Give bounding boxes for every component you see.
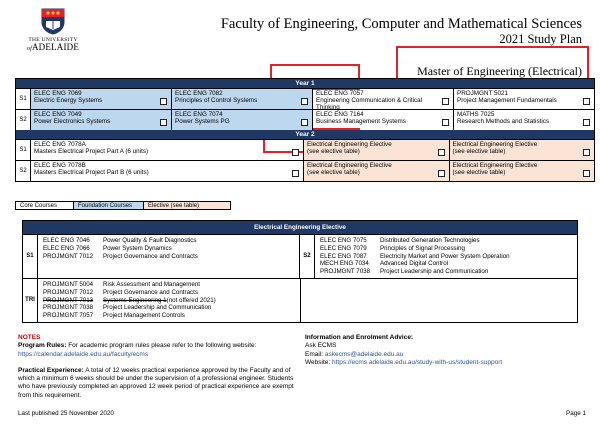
course-name: Research Methods and Statistics <box>457 118 550 126</box>
ask-ecms: Ask ECMS <box>305 342 337 350</box>
elective-item: PROJMGNT 7038 Project Leadership and Communication <box>319 268 489 276</box>
legend-elective: Elective (see table) <box>144 202 230 209</box>
elective-item: ELEC ENG 7046 Power Quality & Fault Diagnostics <box>42 237 197 244</box>
course-cell <box>454 89 594 109</box>
course-name: Power Electronics Systems <box>34 118 111 126</box>
elective-cell <box>304 161 450 181</box>
course-code: ELEC ENG 7078B <box>34 162 86 169</box>
course-checkbox[interactable] <box>583 98 590 105</box>
elective-table-title: Electrical Engineering Elective <box>23 221 577 234</box>
email-line: Email: askecms@adelaide.edu.au <box>305 350 404 358</box>
course-code: Electrical Engineering Elective <box>307 162 392 169</box>
course-cell <box>31 110 172 130</box>
program-title: Master of Engineering (Electrical) <box>417 64 582 78</box>
course-name: (see elective table) <box>452 169 506 177</box>
semester-label: TRI <box>23 279 38 322</box>
plan-row-y2-s1 <box>16 139 594 160</box>
elective-item: MECH ENG 7034 Advanced Digital Control <box>319 260 449 268</box>
elective-item: PROJMGNT 5004 Risk Assessment and Management <box>43 280 200 288</box>
study-plan-year: 2021 Study Plan <box>499 32 582 46</box>
program-rules: Program Rules: For academic program rules please refer to the following website: <box>18 342 257 350</box>
course-checkbox[interactable] <box>160 119 167 126</box>
elective-item: ELEC ENG 7087 Electricity Market and Power System Operation <box>319 252 510 260</box>
semester-label: S1 <box>16 140 31 160</box>
elective-item: ELEC ENG 7066 Power System Dynamics <box>42 244 172 252</box>
course-code: PROJMGNT 5021 <box>457 90 508 97</box>
notes-section <box>18 334 298 400</box>
logo-line-university: THE UNIVERSITY <box>28 37 78 43</box>
course-name: Masters Electrical Project Part A (6 units) <box>34 148 149 156</box>
elective-row-trimester <box>23 278 577 322</box>
course-checkbox[interactable] <box>301 98 308 105</box>
course-code: Electrical Engineering Elective <box>307 141 392 148</box>
logo-line-adelaide: ofADELAIDE <box>26 42 80 52</box>
course-cell <box>31 89 172 109</box>
course-code: Electrical Engineering Elective <box>452 162 538 169</box>
course-name: (see elective table) <box>452 148 506 156</box>
course-name: Masters Electrical Project Part B (6 units) <box>34 169 149 177</box>
course-code: MATHS 7025 <box>457 111 495 118</box>
course-checkbox[interactable] <box>583 170 590 177</box>
elective-item: PROJMGNT 7038 Project Leadership and Communication <box>43 304 212 312</box>
course-checkbox[interactable] <box>583 149 590 156</box>
semester-label: S1 <box>23 235 38 278</box>
legend-core: Core Courses <box>16 202 74 209</box>
course-code: ELEC ENG 7049 <box>34 111 82 118</box>
website-line: Website: https://ecms.adelaide.edu.au/study-with-us/student-support <box>305 358 503 366</box>
course-checkbox[interactable] <box>301 119 308 126</box>
course-checkbox[interactable] <box>292 170 299 177</box>
elective-cell <box>450 140 595 160</box>
course-name: Business Management Systems <box>316 118 406 126</box>
course-checkbox[interactable] <box>583 119 590 126</box>
elective-item: PROJMGNT 7012 Project Governance and Contracts <box>43 288 198 296</box>
semester-label: S2 <box>300 235 315 278</box>
course-cell <box>31 140 304 160</box>
page-number: Page 1 <box>566 410 586 417</box>
elective-item: ELEC ENG 7079 Principles of Signal Processing <box>319 244 465 252</box>
elective-cell <box>304 140 450 160</box>
course-name: Power Systems PG <box>175 118 230 126</box>
course-cell <box>172 110 313 130</box>
course-name: Engineering Communication & Critical Thinking <box>316 97 423 112</box>
course-name: Project Management Fundamentals <box>457 97 557 105</box>
legend-foundation: Foundation Courses <box>74 202 144 209</box>
elective-item: PROJMGNT 7057 Project Management Controls <box>43 312 185 320</box>
course-cell <box>454 110 594 130</box>
university-logo <box>18 8 88 54</box>
info-heading: Information and Enrolment Advice: <box>305 334 414 341</box>
course-code: Electrical Engineering Elective <box>452 141 538 148</box>
course-name: (see elective table) <box>307 169 360 177</box>
semester-label: S2 <box>16 110 31 130</box>
course-checkbox[interactable] <box>438 149 445 156</box>
elective-item: ELEC ENG 7075 Distributed Generation Technologies <box>319 237 480 244</box>
program-title-highlight-box <box>396 46 589 81</box>
course-checkbox[interactable] <box>160 98 167 105</box>
year-1-header: Year 1 <box>16 79 594 88</box>
plan-row-y1-s2 <box>16 109 594 130</box>
course-code: ELEC ENG 7057 <box>316 90 364 97</box>
elective-list-s1 <box>38 235 300 278</box>
plan-row-y1-s1 <box>16 88 594 112</box>
course-code: ELEC ENG 7074 <box>175 111 223 118</box>
course-cell <box>31 161 304 181</box>
course-cell <box>313 89 454 112</box>
elective-table <box>22 220 578 323</box>
plan-row-y2-s2 <box>16 160 594 181</box>
course-name: Principles of Control Systems <box>175 97 258 105</box>
course-name: Electric Energy Systems <box>34 97 103 105</box>
course-code: ELEC ENG 7164 <box>316 111 364 118</box>
faculty-title: Faculty of Engineering, Computer and Mathematical Sciences <box>220 16 582 32</box>
course-checkbox[interactable] <box>438 170 445 177</box>
enrolment-info <box>305 334 595 367</box>
course-cell <box>172 89 313 109</box>
course-cell <box>313 110 454 130</box>
year-2-header: Year 2 <box>16 130 594 139</box>
email-link[interactable]: askecms@adelaide.edu.au <box>324 350 404 358</box>
course-code: ELEC ENG 7078A <box>34 141 86 148</box>
course-code: ELEC ENG 7069 <box>34 90 82 97</box>
course-checkbox[interactable] <box>442 119 449 126</box>
elective-list-tri <box>38 279 301 322</box>
course-code: ELEC ENG 7082 <box>175 90 223 97</box>
notes-heading: NOTES <box>18 334 41 341</box>
last-published: Last published 25 November 2020 <box>18 410 114 417</box>
elective-list-s2 <box>315 235 577 278</box>
elective-row-semesters <box>23 234 577 278</box>
practical-experience: Practical Experience: A total of 12 weeks practical experience approved by the Faculty and of which a minimum 6 weeks should be under the supervision of a professional engineer. Students who have previously completed an approved 12 week period of practical experience are exempt from this requirement. <box>18 366 294 399</box>
elective-item-struck: PROJMGNT 7013 Systems Engineering 1 (not offered 2021) <box>43 296 216 304</box>
study-plan-table <box>15 78 595 182</box>
course-name: (see elective table) <box>307 148 360 156</box>
semester-label: S2 <box>16 161 31 181</box>
university-crest-icon <box>41 8 65 35</box>
website-link[interactable]: https://ecms.adelaide.edu.au/study-with-us/student-support <box>331 358 503 366</box>
elective-cell <box>450 161 595 181</box>
semester-label: S1 <box>16 89 31 109</box>
course-legend <box>15 201 231 210</box>
course-checkbox[interactable] <box>442 98 449 105</box>
elective-item: PROJMGNT 7012 Project Governance and Contracts <box>42 252 198 260</box>
course-checkbox[interactable] <box>292 149 299 156</box>
program-rules-link[interactable]: https://calendar.adelaide.edu.au/faculty/ecms <box>18 350 149 358</box>
